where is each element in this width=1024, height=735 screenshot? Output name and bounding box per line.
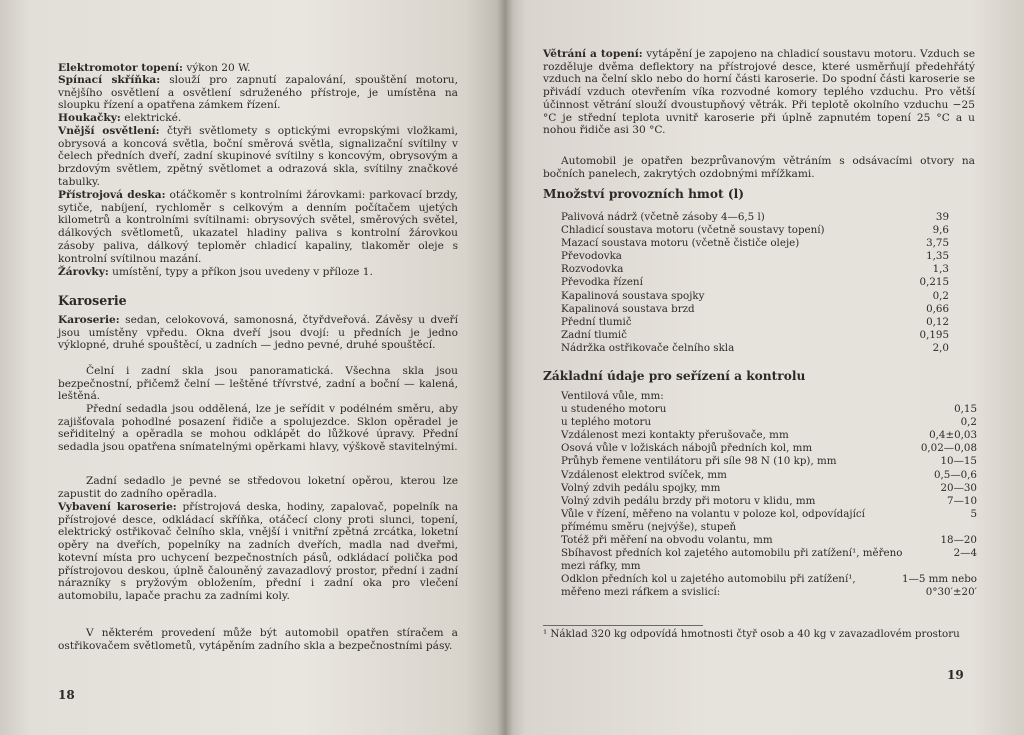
term-label: Karoserie: [58, 314, 120, 326]
paragraph-ventilation [543, 48, 975, 137]
table-row [561, 469, 977, 482]
term-text: otáčkoměr s kontrolními žárovkami: parkovací brzdy, sytiče, nabíjení, rychloměr s celkovým a denním počítačem ujetých kilometrů a kontrolními svítilnami: obrysových světel, směrových světel, dálkových světlometů, ukazatel hladiny paliva s kontrolní žárovkou zásoby paliva, dálkový teploměr chladicí kapaliny, tlakoměr oleje s kontrolní svítilnou mazání. [58, 189, 458, 265]
row-label: Volný zdvih pedálu brzdy při motoru v klidu, mm [561, 494, 816, 507]
row-label: u studeného motoru [561, 403, 667, 416]
paragraph-variant: V některém provedení může být automobil opatřen stíračem a ostřikovačem světlometů, vytápěním zadního skla a bezpečnostními pásy. [58, 627, 458, 652]
table-row [561, 508, 977, 534]
row-label: Zadní tlumič [561, 328, 627, 341]
row-label: Ventilová vůle, mm: [561, 390, 664, 402]
table-row [561, 390, 977, 403]
row-value: 18—20 [940, 534, 977, 547]
paragraph-dashboard [58, 189, 458, 265]
row-value: 3,75 [926, 237, 949, 250]
paragraph-horn [58, 112, 458, 125]
page-number-left: 18 [58, 688, 75, 702]
row-label: u teplého motoru [561, 416, 652, 429]
term-label: Větrání a topení: [543, 48, 643, 60]
row-label: Převodovka [561, 250, 622, 263]
row-value: 9,6 [932, 224, 949, 237]
paragraph-ventilation-2: Automobil je opatřen bezprůvanovým větráním s odsávacími otvory na bočních panelech, zakrytých ozdobnými mřížkami. [543, 155, 975, 180]
paragraph-rear-seat: Zadní sedadlo je pevné se středovou loketní opěrou, kterou lze zapustit do zadního opěradla. [58, 475, 458, 500]
row-value: 0,2 [960, 416, 977, 429]
term-text: čtyři světlomety s optickými evropskými vložkami, obrysová a koncová světla, boční směrová světla, signalizační svítilny v čelech předních dveří, zadní skupinové svítilny s koncovým, obrysovým a brzdovým světlem, zpětný světlomet a odrazová skla, svítilny značkové tabulky. [58, 125, 458, 188]
row-label: Odklon předních kol u zajetého automobilu při zatížení¹, měřeno mezi ráfkem a svislicí: [561, 573, 856, 599]
row-label: Převodka řízení [561, 276, 643, 289]
table-row [561, 573, 977, 599]
section-heading-body: Karoserie [58, 293, 127, 308]
row-value: 0,195 [919, 328, 949, 341]
table-row [561, 495, 977, 508]
term-label: Přístrojová deska: [58, 189, 166, 201]
term-label: Elektromotor topení: [58, 62, 183, 74]
table-row [561, 237, 949, 250]
table-row [561, 250, 949, 263]
row-value: 20—30 [940, 481, 977, 494]
table-row [561, 442, 977, 455]
footnote: ¹ Náklad 320 kg odpovídá hmotnosti čtyř osob a 40 kg v zavazadlovém prostoru [543, 628, 960, 640]
table-row [561, 429, 977, 442]
row-value: 5 [970, 507, 977, 520]
row-value: 2—4 [953, 547, 977, 560]
table-row [561, 276, 949, 289]
heading-fluids: Množství provozních hmot (l) [543, 187, 744, 201]
table-row [561, 211, 949, 224]
term-text: umístění, typy a příkon jsou uvedeny v příloze 1. [108, 266, 373, 278]
paragraph-exterior-lights [58, 125, 458, 189]
row-label: Palivová nádrž (včetně zásoby 4—6,5 l) [561, 211, 765, 223]
row-label: Rozvodovka [561, 263, 624, 276]
row-label: Sbíhavost předních kol zajetého automobilu při zatížení¹, měřeno mezi ráfky, mm [561, 547, 903, 573]
paragraph-heater-motor [58, 62, 458, 75]
row-value: 0,66 [926, 302, 949, 315]
term-label: Houkačky: [58, 112, 121, 124]
row-label: Nádržka ostřikovače čelního skla [561, 341, 735, 354]
term-label: Žárovky: [58, 266, 109, 278]
fluids-table [561, 211, 949, 355]
table-row [561, 547, 977, 573]
row-value: 0,02—0,08 [920, 442, 977, 455]
adjustment-table [561, 390, 977, 600]
row-label: Vzdálenost elektrod svíček, mm [561, 468, 727, 481]
row-value: 10—15 [940, 455, 977, 468]
table-row [561, 534, 977, 547]
row-value [915, 390, 977, 403]
table-row [561, 263, 949, 276]
page-number-right: 19 [947, 668, 964, 682]
row-value: 2,0 [932, 341, 949, 354]
term-text: přístrojová deska, hodiny, zapalovač, popelník na přístrojové desce, odkládací skříňka, otáčecí clony proti slunci, topení, elektrický ostřikovač čelního skla, vnější i vnitřní zpětná zrcátka, loketní opěry na dveřích, popelníky na zadních dveřích, madla nad dveřmi, kotevní místa pro uchycení bezpečnostních pásů, odkládací polička pod přístrojovou deskou, úplně čalouněný zavazadlový prostor, přední i zadní nárazníky s pryžovým obložením, přední i zadní oka pro vlečení automobilu, lapače prachu za zadními koly. [58, 501, 459, 602]
table-row [561, 316, 949, 329]
term-label: Vybavení karoserie: [58, 501, 177, 513]
table-row [561, 290, 949, 303]
row-value: 0,2 [932, 289, 949, 302]
table-row [561, 403, 977, 416]
row-label: Chladicí soustava motoru (včetně soustavy topení) [561, 224, 825, 237]
row-value: 1,35 [926, 250, 949, 263]
table-row [561, 303, 949, 316]
row-value: 0,215 [919, 276, 949, 289]
row-label: Kapalinová soustava brzd [561, 302, 695, 315]
row-value: 0,12 [926, 315, 949, 328]
heading-adjustment: Základní údaje pro seřízení a kontrolu [543, 369, 806, 383]
row-label: Osová vůle v ložiskách nábojů předních kol, mm [561, 442, 813, 455]
footnote-rule [543, 625, 703, 626]
row-label: Totéž při měření na obvodu volantu, mm [561, 534, 773, 547]
paragraph-bulbs [58, 266, 458, 279]
right-page [505, 0, 1024, 735]
row-label: Vzdálenost mezi kontakty přerušovače, mm [561, 429, 789, 442]
row-value: 0,5—0,6 [933, 468, 977, 481]
row-label: Vůle v řízení, měřeno na volantu v poloze kol, odpovídající přímému směru (nejvýše), stupeň [561, 507, 865, 533]
left-page [0, 0, 505, 735]
row-label: Mazací soustava motoru (včetně čističe oleje) [561, 237, 800, 250]
row-label: Přední tlumič [561, 315, 632, 328]
table-row [561, 416, 977, 429]
paragraph-equipment [58, 501, 458, 603]
term-label: Vnější osvětlení: [58, 125, 160, 137]
table-row [561, 482, 977, 495]
row-label: Kapalinová soustava spojky [561, 289, 705, 302]
row-value: 1,3 [932, 263, 949, 276]
row-label: Průhyb řemene ventilátoru při síle 98 N (10 kp), mm [561, 455, 837, 468]
paragraph-glass: Čelní i zadní skla jsou panoramatická. Všechna skla jsou bezpečnostní, přičemž čelní — leštěné třívrstvé, zadní a boční — kalená, leštěná. [58, 365, 458, 403]
term-text: elektrické. [120, 112, 182, 124]
paragraph-body [58, 314, 458, 352]
term-text: vytápění je zapojeno na chladicí soustavu motoru. Vzduch se rozděluje dvěma deflektory na přístrojové desce, které usměrňují předehřátý vzduch na čelní sklo nebo do horní části karoserie. Do spodní části karoserie se přivádí vzduch otevřením víka rozvodné komory teplého vzduchu. Pro větší účinnost větrání slouží dvoustupňový větrák. Při teplotě okolního vzduchu −25 °C je střední teplota uvnitř karoserie při úplně zapnutém topení 25 °C a u nohou řidiče asi 30 °C. [543, 48, 975, 137]
row-value: 0,4±0,03 [929, 429, 977, 442]
table-row [561, 342, 949, 355]
row-value: 1—5 mm nebo 0°30′±20′ [902, 573, 977, 599]
row-value: 39 [935, 211, 949, 223]
term-text: sedan, celokovová, samonosná, čtyřdveřová. Závěsy u dveří jsou umístěny vpředu. Okna dveří jsou dvojí: u předních je jedno výklopné, druhé spouštěcí, u zadních — jedno pevné, druhé spouštěcí. [58, 314, 458, 352]
term-text: slouží pro zapnutí zapalování, spouštění motoru, vnějšího osvětlení a osvětlení sdruženého přístroje, je umístěna na sloupku řízení a opatřena zámkem řízení. [58, 74, 458, 112]
table-row [561, 224, 949, 237]
row-label: Volný zdvih pedálu spojky, mm [561, 481, 721, 494]
term-label: Spínací skříňka: [58, 74, 161, 86]
paragraph-front-seats: Přední sedadla jsou oddělená, lze je seřídit v podélném směru, aby zajišťovala pohodlné posazení řidiče a spolujezdce. Sklon opěradel je seřiditelný a opěradla se mohou odklápět do lůžkové úpravy. Přední sedadla jsou opatřena snímatelnými opěrkami hlavy, výškově stavitelnými. [58, 403, 458, 454]
paragraph-switch-box [58, 74, 458, 112]
term-text: výkon 20 W. [182, 62, 251, 74]
table-row [561, 455, 977, 468]
row-value: 0,15 [954, 403, 977, 416]
table-row [561, 329, 949, 342]
row-value: 7—10 [947, 494, 977, 507]
